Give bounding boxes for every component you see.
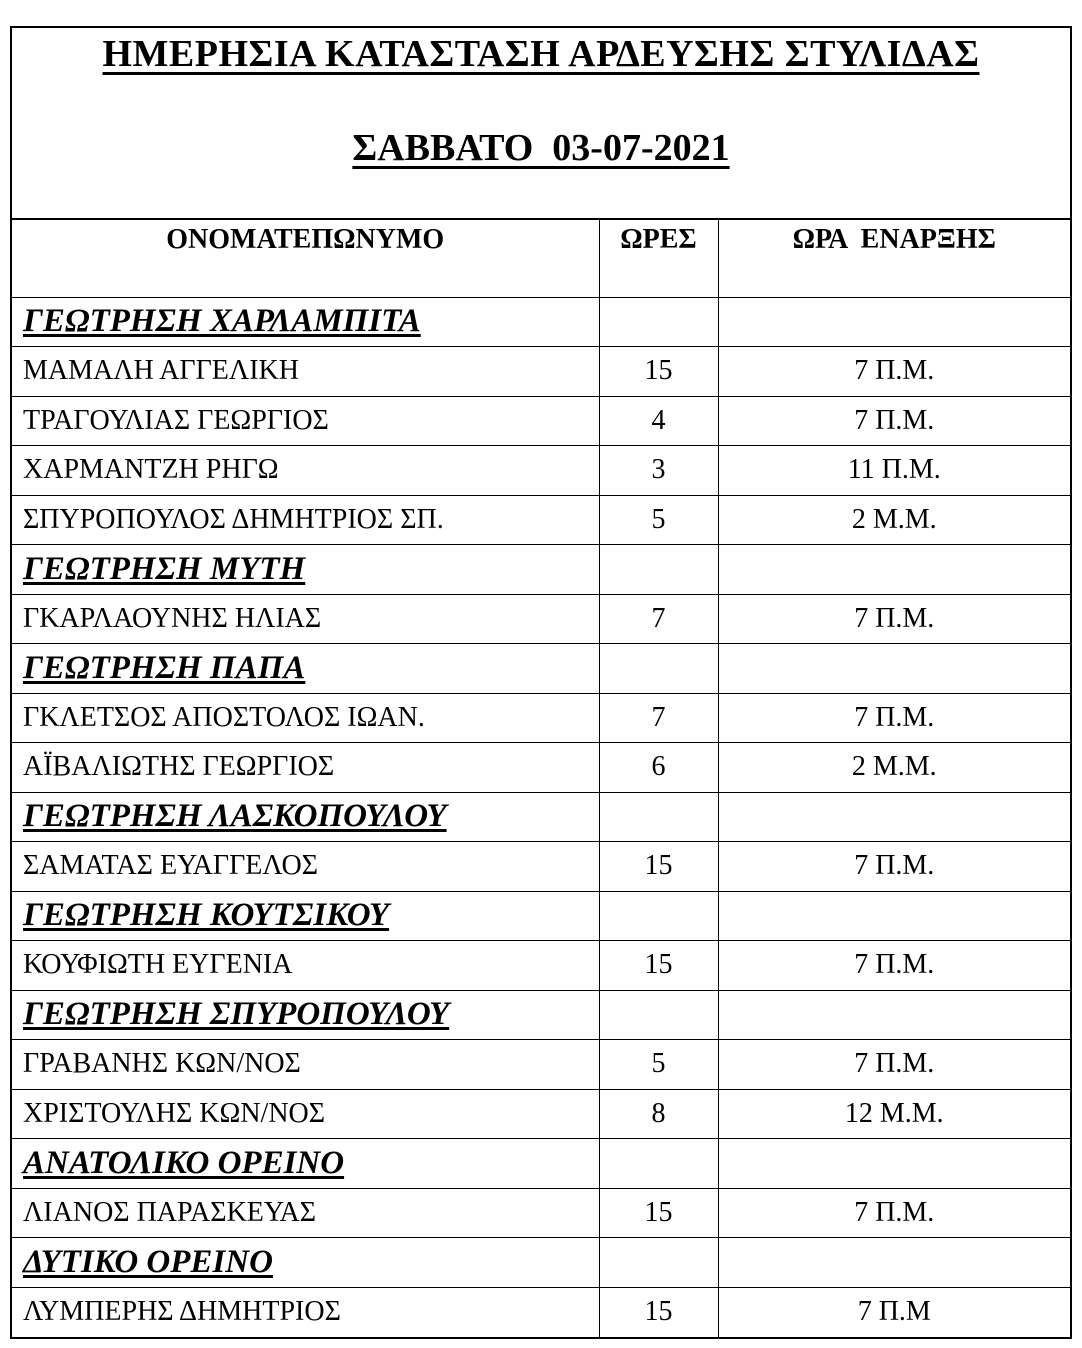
irrigation-hours: 5 <box>599 495 718 545</box>
table-body <box>12 297 1070 1337</box>
table-row <box>12 941 1070 991</box>
section-header-row <box>12 792 1070 842</box>
start-time: 7 Π.Μ. <box>718 842 1070 892</box>
irrigation-hours: 3 <box>599 446 718 496</box>
start-time: 7 Π.Μ <box>718 1287 1070 1337</box>
start-time: 7 Π.Μ. <box>718 1188 1070 1238</box>
table-row <box>12 1040 1070 1090</box>
section-title: ΓΕΩΤΡΗΣΗ ΛΑΣΚΟΠΟΥΛΟΥ <box>12 792 599 842</box>
section-header-row <box>12 545 1070 595</box>
section-start-empty-cell <box>718 644 1070 694</box>
irrigation-hours: 6 <box>599 743 718 793</box>
irrigation-hours: 15 <box>599 842 718 892</box>
section-title: ΓΕΩΤΡΗΣΗ ΣΠΥΡΟΠΟΥΛΟΥ <box>12 990 599 1040</box>
section-title: ΓΕΩΤΡΗΣΗ ΚΟΥΤΣΙΚΟΥ <box>12 891 599 941</box>
irrigation-hours: 8 <box>599 1089 718 1139</box>
section-hours-empty-cell <box>599 644 718 694</box>
farmer-name: ΤΡΑΓΟΥΛΙΑΣ ΓΕΩΡΓΙΟΣ <box>12 396 599 446</box>
irrigation-hours: 15 <box>599 1188 718 1238</box>
irrigation-table <box>12 220 1070 1337</box>
start-time: 7 Π.Μ. <box>718 594 1070 644</box>
section-header-row <box>12 1139 1070 1189</box>
farmer-name: ΛΥΜΠΕΡΗΣ ΔΗΜΗΤΡΙΟΣ <box>12 1287 599 1337</box>
start-time: 7 Π.Μ. <box>718 693 1070 743</box>
farmer-name: ΑΪΒΑΛΙΩΤΗΣ ΓΕΩΡΓΙΟΣ <box>12 743 599 793</box>
section-hours-empty-cell <box>599 297 718 347</box>
section-hours-empty-cell <box>599 792 718 842</box>
section-start-empty-cell <box>718 545 1070 595</box>
table-row <box>12 1287 1070 1337</box>
section-start-empty-cell <box>718 1238 1070 1288</box>
column-header-start-time: ΩΡΑ ΕΝΑΡΞΗΣ <box>718 220 1070 297</box>
irrigation-hours: 7 <box>599 594 718 644</box>
start-time: 7 Π.Μ. <box>718 347 1070 397</box>
section-header-row <box>12 297 1070 347</box>
table-row <box>12 396 1070 446</box>
irrigation-schedule-sheet <box>10 26 1072 1339</box>
irrigation-hours: 5 <box>599 1040 718 1090</box>
title-block <box>12 28 1070 220</box>
start-time: 11 Π.Μ. <box>718 446 1070 496</box>
section-start-empty-cell <box>718 1139 1070 1189</box>
section-start-empty-cell <box>718 297 1070 347</box>
column-header-hours: ΩΡΕΣ <box>599 220 718 297</box>
farmer-name: ΓΡΑΒΑΝΗΣ ΚΩΝ/ΝΟΣ <box>12 1040 599 1090</box>
farmer-name: ΚΟΥΦΙΩΤΗ ΕΥΓΕΝΙΑ <box>12 941 599 991</box>
table-row <box>12 842 1070 892</box>
farmer-name: ΣΑΜΑΤΑΣ ΕΥΑΓΓΕΛΟΣ <box>12 842 599 892</box>
section-title: ΓΕΩΤΡΗΣΗ ΜΥΤΗ <box>12 545 599 595</box>
irrigation-hours: 15 <box>599 1287 718 1337</box>
section-title: ΓΕΩΤΡΗΣΗ ΧΑΡΛΑΜΠΙΤΑ <box>12 297 599 347</box>
farmer-name: ΣΠΥΡΟΠΟΥΛΟΣ ΔΗΜΗΤΡΙΟΣ ΣΠ. <box>12 495 599 545</box>
section-hours-empty-cell <box>599 990 718 1040</box>
column-header-name: ΟΝΟΜΑΤΕΠΩΝΥΜΟ <box>12 220 599 297</box>
irrigation-hours: 15 <box>599 941 718 991</box>
farmer-name: ΓΚΑΡΛΑΟΥΝΗΣ ΗΛΙΑΣ <box>12 594 599 644</box>
table-row <box>12 743 1070 793</box>
irrigation-hours: 4 <box>599 396 718 446</box>
document-date: ΣΑΒΒΑΤΟ 03-07-2021 <box>352 127 730 169</box>
farmer-name: ΧΑΡΜΑΝΤΖΗ ΡΗΓΩ <box>12 446 599 496</box>
farmer-name: ΜΑΜΑΛΗ ΑΓΓΕΛΙΚΗ <box>12 347 599 397</box>
table-row <box>12 1188 1070 1238</box>
table-row <box>12 446 1070 496</box>
section-start-empty-cell <box>718 792 1070 842</box>
start-time: 2 Μ.Μ. <box>718 495 1070 545</box>
section-hours-empty-cell <box>599 1238 718 1288</box>
start-time: 2 Μ.Μ. <box>718 743 1070 793</box>
farmer-name: ΓΚΛΕΤΣΟΣ ΑΠΟΣΤΟΛΟΣ ΙΩΑΝ. <box>12 693 599 743</box>
section-start-empty-cell <box>718 891 1070 941</box>
section-title: ΓΕΩΤΡΗΣΗ ΠΑΠΑ <box>12 644 599 694</box>
irrigation-hours: 15 <box>599 347 718 397</box>
section-start-empty-cell <box>718 990 1070 1040</box>
start-time: 7 Π.Μ. <box>718 396 1070 446</box>
section-header-row <box>12 990 1070 1040</box>
farmer-name: ΛΙΑΝΟΣ ΠΑΡΑΣΚΕΥΑΣ <box>12 1188 599 1238</box>
section-hours-empty-cell <box>599 1139 718 1189</box>
irrigation-hours: 7 <box>599 693 718 743</box>
section-title: ΔΥΤΙΚΟ ΟΡΕΙΝΟ <box>12 1238 599 1288</box>
section-title: ΑΝΑΤΟΛΙΚΟ ΟΡΕΙΝΟ <box>12 1139 599 1189</box>
table-row <box>12 347 1070 397</box>
section-header-row <box>12 644 1070 694</box>
start-time: 12 Μ.Μ. <box>718 1089 1070 1139</box>
document-title: ΗΜΕΡΗΣΙΑ ΚΑΤΑΣΤΑΣΗ ΑΡΔΕΥΣΗΣ ΣΤΥΛΙΔΑΣ <box>102 33 980 75</box>
table-row <box>12 495 1070 545</box>
section-hours-empty-cell <box>599 545 718 595</box>
farmer-name: ΧΡΙΣΤΟΥΛΗΣ ΚΩΝ/ΝΟΣ <box>12 1089 599 1139</box>
table-header-row <box>12 220 1070 297</box>
start-time: 7 Π.Μ. <box>718 1040 1070 1090</box>
start-time: 7 Π.Μ. <box>718 941 1070 991</box>
table-row <box>12 1089 1070 1139</box>
table-row <box>12 693 1070 743</box>
section-header-row <box>12 1238 1070 1288</box>
section-header-row <box>12 891 1070 941</box>
section-hours-empty-cell <box>599 891 718 941</box>
table-row <box>12 594 1070 644</box>
